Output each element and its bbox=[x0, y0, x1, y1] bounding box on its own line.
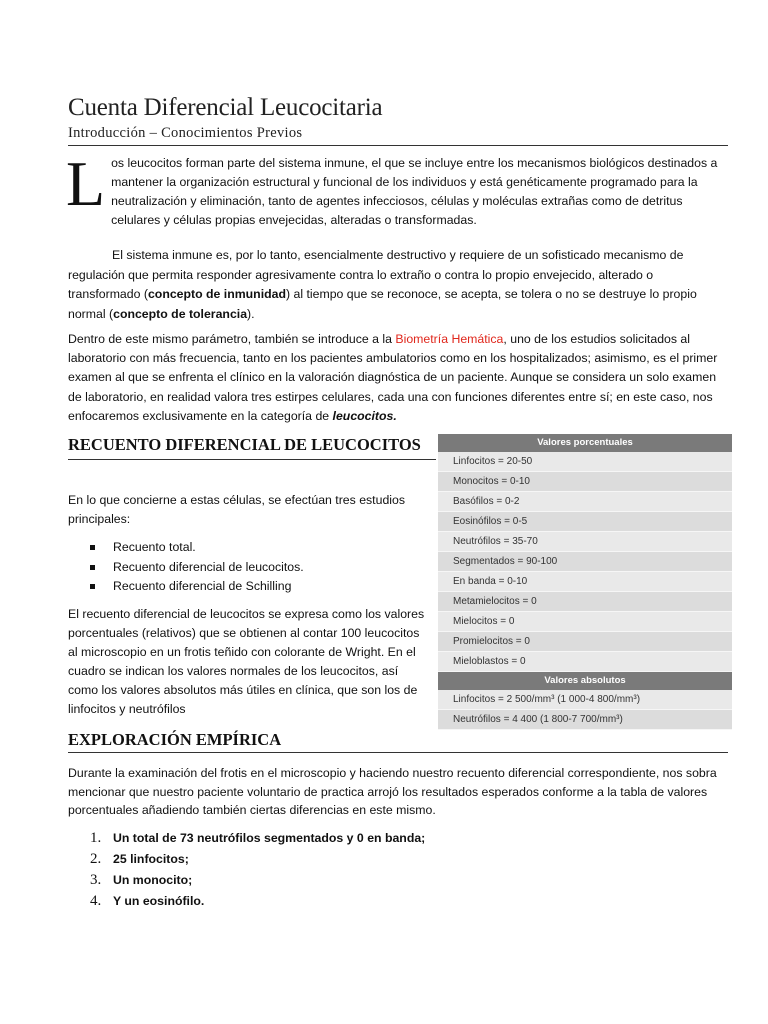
document-subtitle: Introducción – Conocimientos Previos bbox=[68, 125, 728, 146]
list-item-text: Recuento total. bbox=[113, 540, 196, 554]
list-item-text: Recuento diferencial de Schilling bbox=[113, 579, 292, 593]
list-item bbox=[90, 538, 430, 558]
list-item-text: Un total de 73 neutrófilos segmentados y 0 en banda; bbox=[113, 831, 426, 845]
study-list bbox=[90, 538, 430, 597]
list-item bbox=[90, 849, 590, 870]
list-item bbox=[90, 870, 590, 891]
table-row: Linfocitos = 20-50 bbox=[438, 452, 732, 472]
section-heading-exploracion: EXPLORACIÓN EMPÍRICA bbox=[68, 730, 728, 753]
list-item bbox=[90, 577, 430, 597]
table-row: Segmentados = 90-100 bbox=[438, 552, 732, 572]
table-row: Linfocitos = 2 500/mm³ (1 000-4 800/mm³) bbox=[438, 690, 732, 710]
p3-highlight-biometria: Biometría Hemática bbox=[395, 332, 504, 346]
results-list bbox=[90, 828, 590, 912]
bullet-icon bbox=[90, 584, 95, 589]
bullet-icon bbox=[90, 565, 95, 570]
p2-bold-tolerance: concepto de tolerancia bbox=[113, 306, 248, 321]
list-item bbox=[90, 891, 590, 912]
table-row: Eosinófilos = 0-5 bbox=[438, 512, 732, 532]
list-item bbox=[90, 828, 590, 849]
list-item-text: Un monocito; bbox=[113, 873, 193, 887]
p2-text-3: ). bbox=[247, 306, 255, 321]
p3-text-2: , uno de los estudios solicitados al laboratorio con más frecuencia, tanto en los pacientes ambulatorios como en los hospitalizados; asimismo, es el primer examen al que se enfrenta el clínico en la valoración diagnóstica de un paciente. Aunque se considera un solo examen de laboratorio, en realidad valora tres estirpes celulares, cada una con funciones diferentes entre sí; en este caso, nos enfocaremos exclusivamente en la categoría de bbox=[68, 332, 718, 423]
section1-intro: En lo que concierne a estas células, se efectúan tres estudios principales: bbox=[68, 493, 405, 526]
list-number: 3. bbox=[90, 872, 102, 888]
table-row: Promielocitos = 0 bbox=[438, 632, 732, 652]
list-item-text: Recuento diferencial de leucocitos. bbox=[113, 559, 304, 574]
table-row: Mielocitos = 0 bbox=[438, 612, 732, 632]
list-item-text: 25 linfocitos; bbox=[113, 852, 189, 866]
drop-cap: L bbox=[66, 148, 106, 219]
table-header-percent: Valores porcentuales bbox=[438, 434, 732, 452]
p2-text-1: El sistema inmune es, por lo tanto, esencialmente destructivo y requiere de un sofisticado mecanismo de regulación que permita responder agresivamente contra lo extraño o contra lo propio envejecido, alterado o transformado ( bbox=[68, 248, 684, 301]
list-number: 2. bbox=[90, 851, 102, 867]
document-title: Cuenta Diferencial Leucocitaria bbox=[68, 94, 383, 121]
section2-paragraph: Durante la examinación del frotis en el microscopio y haciendo nuestro recuento diferencial correspondiente, nos sobra mencionar que nuestro paciente voluntario de practica arrojó los resultados esperados conforme a la tabla de valores porcentuales añadiendo también ciertas diferencias en este mismo. bbox=[68, 766, 717, 817]
list-item bbox=[90, 558, 430, 578]
list-item-text: Y un eosinófilo. bbox=[113, 894, 205, 908]
list-number: 1. bbox=[90, 830, 102, 846]
table-row: Neutrófilos = 35-70 bbox=[438, 532, 732, 552]
p2-text-2: ) al tiempo que se reconoce, se acepta, se tolera o no se destruye lo propio normal ( bbox=[68, 287, 697, 321]
table-row: Mieloblastos = 0 bbox=[438, 652, 732, 672]
table-header-absolute: Valores absolutos bbox=[438, 672, 732, 690]
intro-text: os leucocitos forman parte del sistema inmune, el que se incluye entre los mecanismos biológicos destinados a mantener la organización estructural y funcional de los individuos y está genéticamente programado para la neutralización y eliminación, tanto de agentes infecciosos, células y moléculas extrañas como de detritus celulares y células propias envejecidas, alteradas o transformadas. bbox=[111, 156, 718, 227]
p3-italic-leucocitos: leucocitos. bbox=[332, 408, 397, 423]
table-row: En banda = 0-10 bbox=[438, 572, 732, 592]
table-row: Metamielocitos = 0 bbox=[438, 592, 732, 612]
p2-bold-immunity: concepto de inmunidad bbox=[147, 287, 286, 301]
section1-paragraph: El recuento diferencial de leucocitos se expresa como los valores porcentuales (relativos) que se obtienen al contar 100 leucocitos al microscopio en un frotis teñido con colorante de Wright. En el cuadro se indican los valores normales de los leucocitos, así como los valores absolutos más útiles en clínica, que son los de linfocitos y neutrófilos bbox=[68, 607, 425, 716]
paragraph-immune-system bbox=[68, 246, 728, 324]
table-row: Neutrófilos = 4 400 (1 800-7 700/mm³) bbox=[438, 710, 732, 730]
table-row: Monocitos = 0-10 bbox=[438, 472, 732, 492]
p3-text-1: Dentro de este mismo parámetro, también se introduce a la bbox=[68, 332, 396, 346]
bullet-icon bbox=[90, 545, 95, 550]
section-heading-recuento: RECUENTO DIFERENCIAL DE LEUCOCITOS bbox=[68, 433, 436, 460]
list-number: 4. bbox=[90, 893, 102, 909]
intro-paragraph bbox=[66, 148, 728, 230]
paragraph-biometria bbox=[68, 330, 728, 426]
values-table bbox=[438, 434, 732, 730]
table-row: Basófilos = 0-2 bbox=[438, 492, 732, 512]
